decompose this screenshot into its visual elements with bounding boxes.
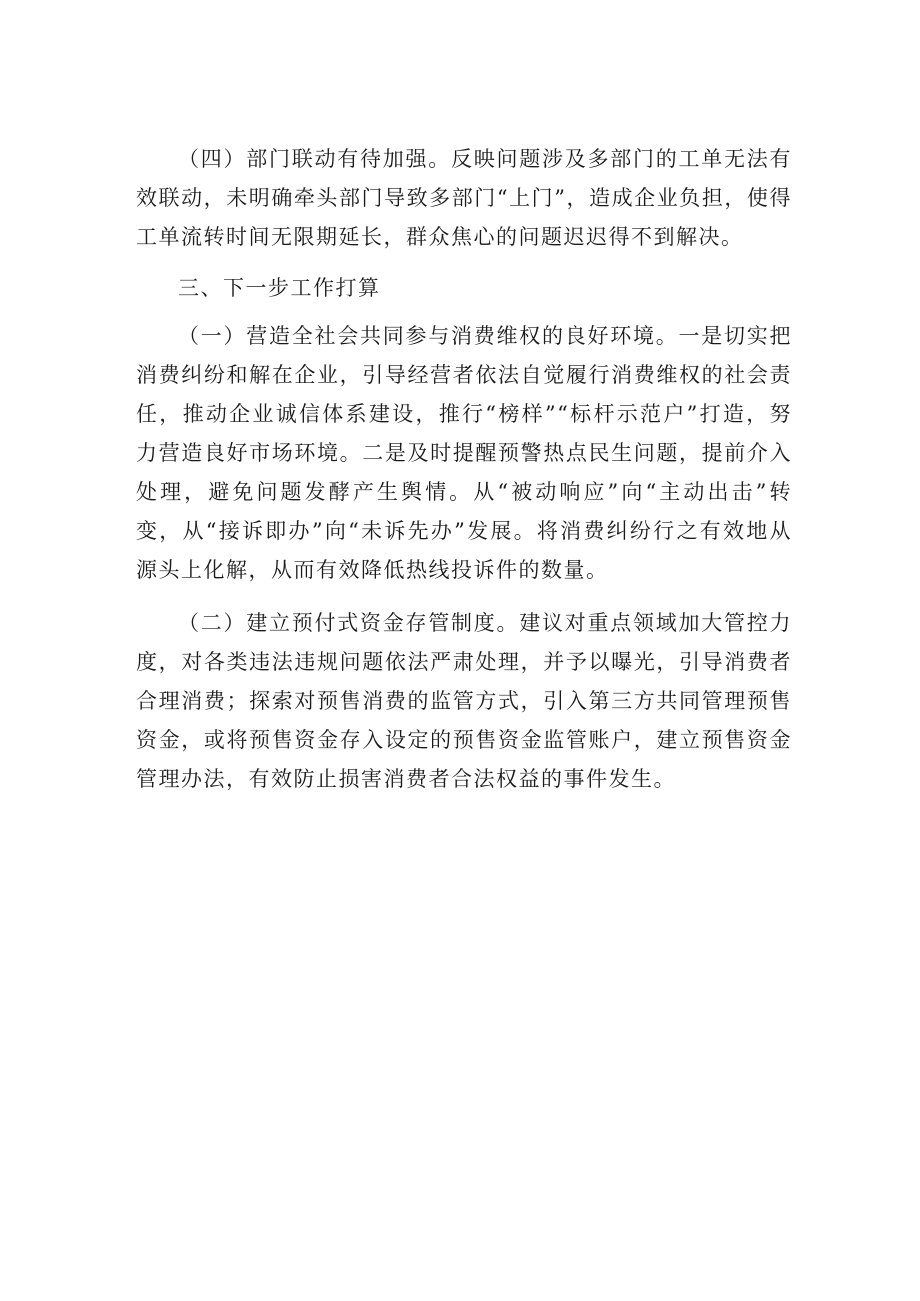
paragraph-item-two: （二）建立预付式资金存管制度。建议对重点领域加大管控力度，对各类违法违规问题依法严肃处理，并予以曝光，引导消费者合理消费；探索对预售消费的监管方式，引入第三方共同管理预售资金，或将预售资金存入设定的预售资金监管账户，建立预售资金管理办法，有效防止损害消费者合法权益的事件发生。 (136, 611, 792, 791)
paragraph-item-one: （一）营造全社会共同参与消费维权的良好环境。一是切实把消费纠纷和解在企业，引导经营者依法自觉履行消费维权的社会责任，推动企业诚信体系建设，推行“榜样”“标杆示范户”打造，努力营造良好市场环境。二是及时提醒预警热点民生问题，提前介入处理，避免问题发酵产生舆情。从“被动响应”向“主动出击”转变，从“接诉即办”向“未诉先办”发展。将消费纠纷行之有效地从源头上化解，从而有效降低热线投诉件的数量。 (136, 324, 792, 582)
paragraph-spacer (136, 590, 792, 604)
paragraph-section-four: （四）部门联动有待加强。反映问题涉及多部门的工单无法有效联动，未明确牵头部门导致多部门“上门”，造成企业负担，使得工单流转时间无限期延长，群众焦心的问题迟迟得不到解决。 (136, 147, 792, 249)
document-body (136, 140, 792, 799)
section-heading-next-steps: 三、下一步工作打算 (178, 276, 381, 300)
